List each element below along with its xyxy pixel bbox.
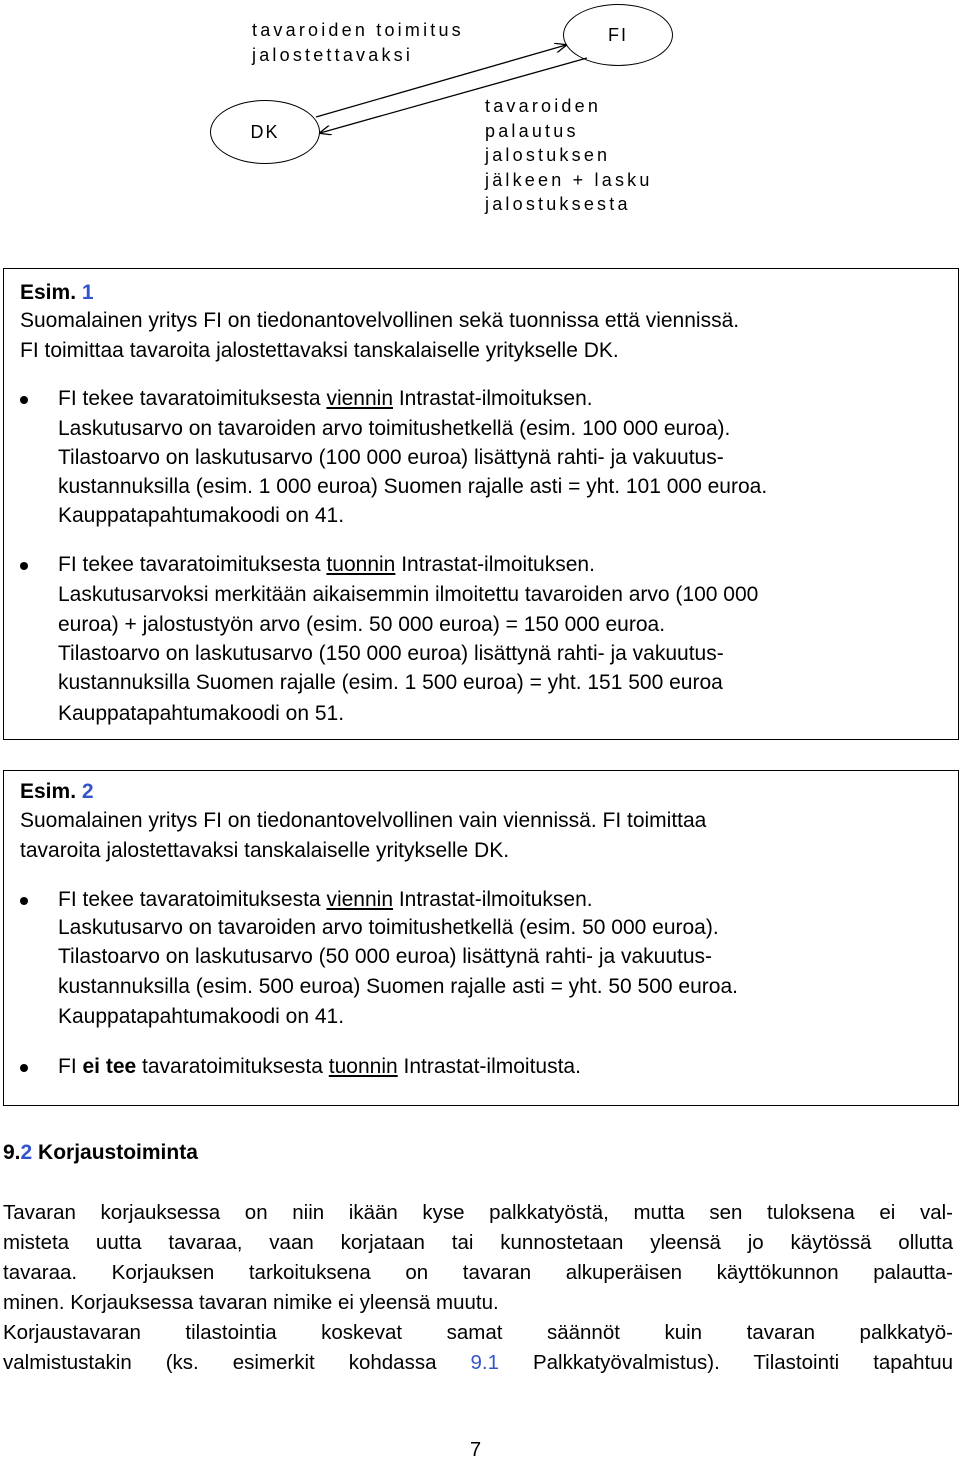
example-1-bullet-1-line: Tilastoarvo on laskutusarvo (100 000 euroa) lisättynä rahti- ja vakuutus- xyxy=(58,446,724,469)
bullet-icon xyxy=(20,1064,28,1072)
example-2-bullet-1-title xyxy=(58,885,593,915)
example-1-bullet-1-line: kustannuksilla (esim. 1 000 euroa) Suomen rajalle asti = yht. 101 000 euroa. xyxy=(58,475,768,498)
example-1-bullet-2-line: kustannuksilla Suomen rajalle (esim. 1 500 euroa) = yht. 151 500 euroa xyxy=(58,671,723,694)
diagram-arrows xyxy=(0,0,960,230)
section-heading xyxy=(3,1138,198,1168)
text: FI tekee tavaratoimituksesta xyxy=(58,387,327,410)
paragraph-2 xyxy=(3,1318,953,1378)
paragraph-line: tavaraa. Korjauksen tarkoituksena on tavaran alkuperäisen käyttökunnon palautta- xyxy=(3,1261,953,1284)
example-number: 1 xyxy=(81,281,94,304)
example-2-intro-line: Suomalainen yritys FI on tiedonantovelvollinen vain viennissä. FI toimittaa xyxy=(20,809,707,832)
section-link[interactable]: 9.1 xyxy=(470,1351,499,1374)
bullet-icon xyxy=(20,897,28,905)
example-1-bullet-2-line: Tilastoarvo on laskutusarvo (150 000 euroa) lisättynä rahti- ja vakuutus- xyxy=(58,642,724,665)
example-1-bullet-1-title xyxy=(58,384,593,414)
paragraph-line xyxy=(3,1348,953,1378)
example-2-bullet-1-line: Kauppatapahtumakoodi on 41. xyxy=(58,1005,345,1028)
forward-label-line: tavaroiden toimitus xyxy=(252,20,464,40)
return-label xyxy=(485,94,653,217)
node-fi-label: FI xyxy=(608,24,628,45)
section-number-suffix: 2 xyxy=(20,1141,33,1164)
text: Intrastat-ilmoituksen. xyxy=(395,553,595,576)
example-1-intro-line: Suomalainen yritys FI on tiedonantovelvollinen sekä tuonnissa että viennissä. xyxy=(20,309,740,332)
underlined-text: viennin xyxy=(326,888,394,911)
paragraph-line: misteta uutta tavaraa, vaan korjataan tai kunnostetaan yleensä jo käytössä ollutta xyxy=(3,1231,953,1254)
example-2-bullet-1-line: kustannuksilla (esim. 500 euroa) Suomen rajalle asti = yht. 50 500 euroa. xyxy=(58,975,738,998)
example-1-bullet-1-line: Laskutusarvo on tavaroiden arvo toimitushetkellä (esim. 100 000 euroa). xyxy=(58,417,731,440)
text: Intrastat-ilmoitusta. xyxy=(397,1055,581,1078)
example-2-bullet-1-line: Laskutusarvo on tavaroiden arvo toimitushetkellä (esim. 50 000 euroa). xyxy=(58,916,719,939)
bullet-icon xyxy=(20,562,28,570)
return-label-line: palautus xyxy=(485,120,579,141)
section-number: 9. xyxy=(3,1141,21,1164)
underlined-text: viennin xyxy=(326,387,394,410)
example-1-bullet-2-line: euroa) + jalostustyön arvo (esim. 50 000 euroa) = 150 000 euroa. xyxy=(58,613,666,636)
paragraph-line: Tavaran korjauksessa on niin ikään kyse palkkatyöstä, mutta sen tuloksena ei val- xyxy=(3,1201,953,1224)
example-number: 2 xyxy=(81,780,94,803)
example-2-intro-line: tavaroita jalostettavaksi tanskalaiselle yritykselle DK. xyxy=(20,839,510,862)
example-1-intro-line: FI toimittaa tavaroita jalostettavaksi tanskalaiselle yritykselle DK. xyxy=(20,339,619,362)
paragraph-1 xyxy=(3,1198,953,1318)
example-1-bullet-2-line: Laskutusarvoksi merkitään aikaisemmin ilmoitettu tavaroiden arvo (100 000 xyxy=(58,583,759,606)
example-1-bullet-1-line: Kauppatapahtumakoodi on 41. xyxy=(58,504,345,527)
example-1-heading xyxy=(20,278,94,308)
return-label-line: jalostuksesta xyxy=(485,194,631,214)
example-label: Esim. xyxy=(20,281,77,304)
example-2-heading xyxy=(20,777,94,807)
forward-label-line: jalostettavaksi xyxy=(252,44,414,65)
underlined-text: tuonnin xyxy=(326,553,396,576)
return-label-line: jalostuksen xyxy=(485,145,611,165)
return-label-line: jälkeen + lasku xyxy=(485,169,653,190)
section-title: Korjaustoiminta xyxy=(32,1141,198,1164)
bullet-icon xyxy=(20,396,28,404)
example-1-bullet-2-title xyxy=(58,550,595,580)
text: tavaratoimituksesta xyxy=(136,1055,329,1078)
paragraph-line: Korjaustavaran tilastointia koskevat samat säännöt kuin tavaran palkkatyö- xyxy=(3,1321,953,1344)
underlined-text: tuonnin xyxy=(328,1055,398,1078)
text: FI xyxy=(58,1055,83,1078)
text: FI tekee tavaratoimituksesta xyxy=(58,888,327,911)
text: FI tekee tavaratoimituksesta xyxy=(58,553,327,576)
example-2-bullet-2-title xyxy=(58,1052,581,1082)
example-1-bullet-2-line: Kauppatapahtumakoodi on 51. xyxy=(58,702,345,725)
text: Intrastat-ilmoituksen. xyxy=(393,387,593,410)
text: valmistustakin (ks. esimerkit kohdassa xyxy=(3,1351,471,1374)
node-dk-label: DK xyxy=(250,121,280,142)
example-label: Esim. xyxy=(20,780,77,803)
text: Intrastat-ilmoituksen. xyxy=(393,888,593,911)
page-number: 7 xyxy=(470,1439,482,1461)
example-2-bullet-1-line: Tilastoarvo on laskutusarvo (50 000 euroa) lisättynä rahti- ja vakuutus- xyxy=(58,945,713,968)
text: Palkkatyövalmistus). Tilastointi tapahtuu xyxy=(498,1351,954,1374)
paragraph-line: minen. Korjauksessa tavaran nimike ei yleensä muutu. xyxy=(3,1291,499,1314)
return-label-line: tavaroiden xyxy=(485,96,602,116)
bold-text: ei tee xyxy=(82,1055,137,1078)
